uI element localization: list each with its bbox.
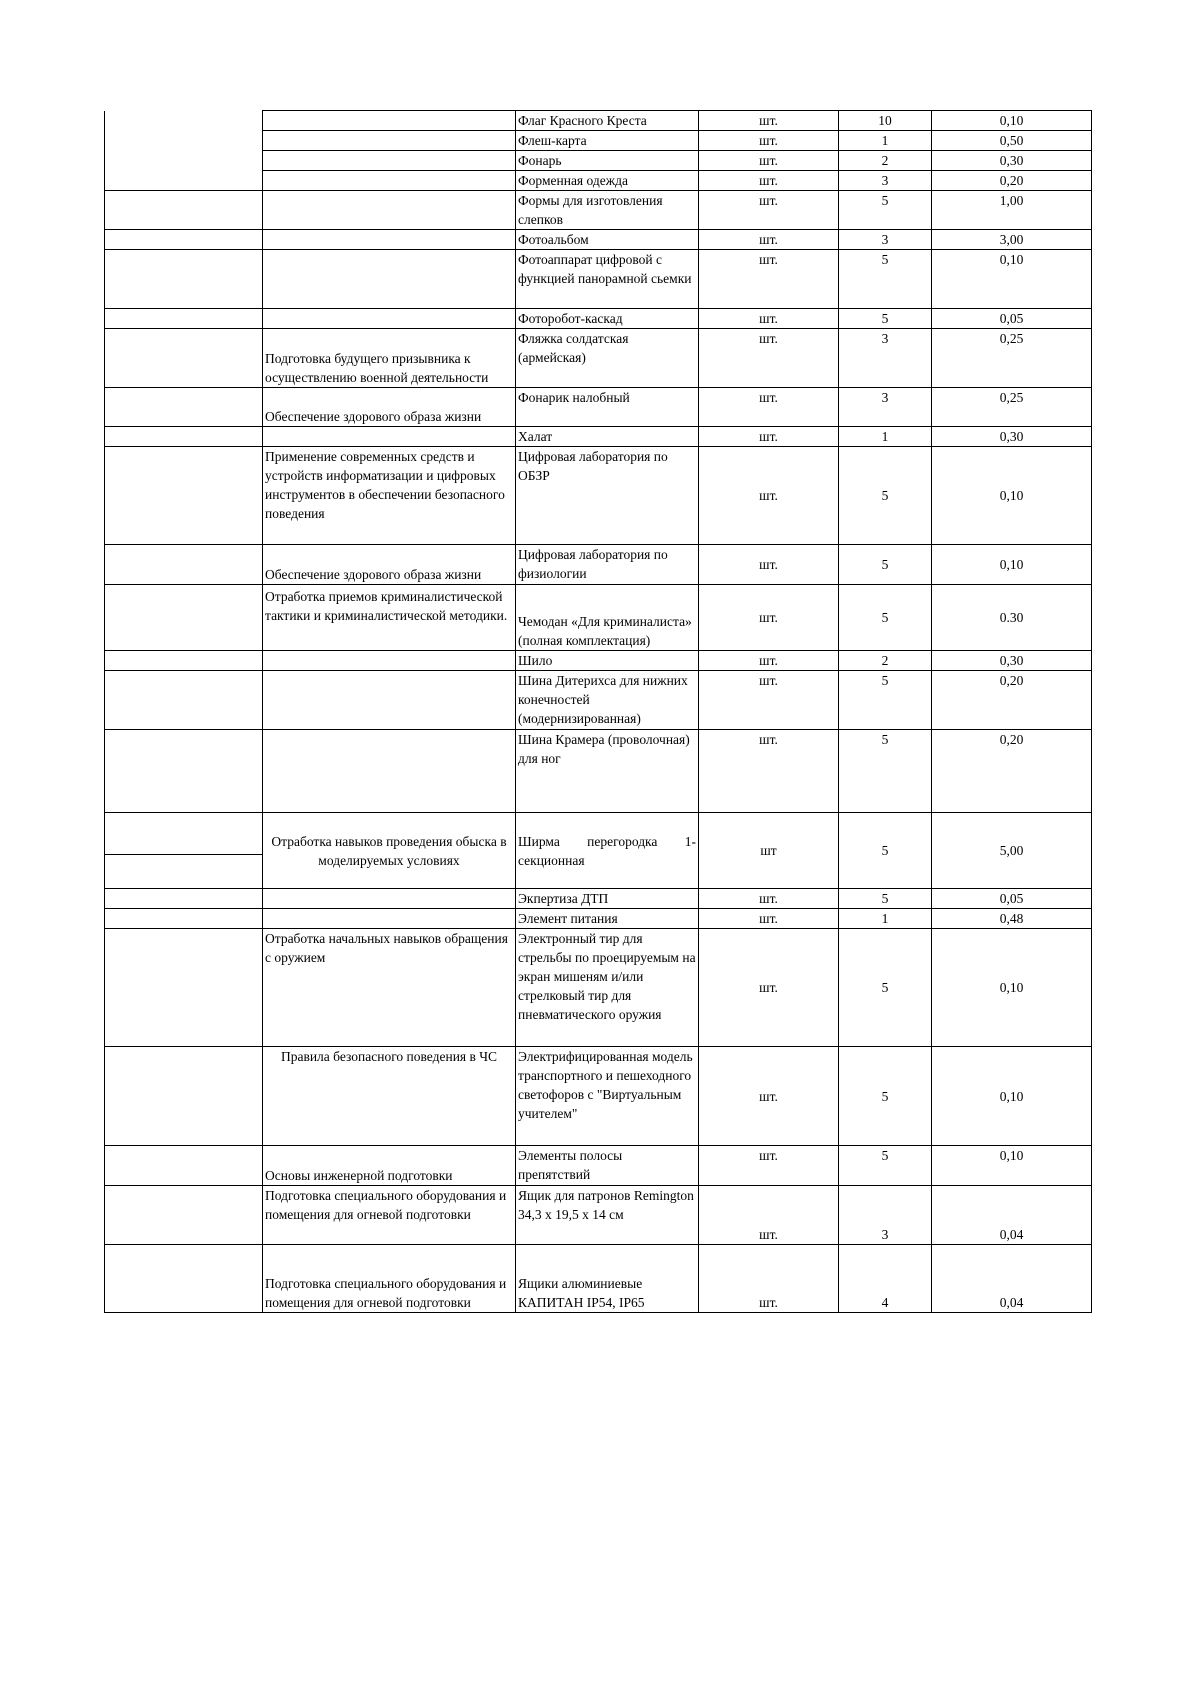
purpose-cell xyxy=(263,427,516,447)
unit-cell: шт. xyxy=(699,111,839,131)
section-cell xyxy=(105,671,263,730)
item-name-cell: Шина Крамера (проволочная) для ног xyxy=(516,730,699,813)
unit-cell: шт. xyxy=(699,730,839,813)
item-name-cell: Электрифицированная модель транспортного и пешеходного светофоров с "Виртуальным учителем" xyxy=(516,1047,699,1146)
section-cell xyxy=(105,388,263,427)
norm-cell: 0,05 xyxy=(932,889,1092,909)
item-name-cell: Флеш-карта xyxy=(516,131,699,151)
quantity-cell: 5 xyxy=(839,447,932,545)
quantity-cell: 4 xyxy=(839,1245,932,1313)
table-row xyxy=(105,111,1092,131)
purpose-cell: Обеспечение здорового образа жизни xyxy=(263,545,516,585)
item-name-cell: Флаг Красного Креста xyxy=(516,111,699,131)
norm-cell: 0,30 xyxy=(932,151,1092,171)
section-cell xyxy=(105,309,263,329)
quantity-cell: 1 xyxy=(839,131,932,151)
norm-cell: 0,10 xyxy=(932,111,1092,131)
unit-cell: шт. xyxy=(699,1146,839,1186)
section-cell xyxy=(105,855,263,889)
purpose-cell: Обеспечение здорового образа жизни xyxy=(263,388,516,427)
item-name-cell: Фонарик налобный xyxy=(516,388,699,427)
item-name-cell: Шина Дитерихса для нижних конечностей (модернизированная) xyxy=(516,671,699,730)
section-cell xyxy=(105,191,263,230)
unit-cell: шт. xyxy=(699,329,839,388)
norm-cell: 0,10 xyxy=(932,1047,1092,1146)
unit-cell: шт. xyxy=(699,131,839,151)
purpose-cell: Отработка навыков проведения обыска в моделируемых условиях xyxy=(263,813,516,889)
item-name-cell: Фонарь xyxy=(516,151,699,171)
section-cell xyxy=(105,250,263,309)
section-cell xyxy=(105,929,263,1047)
item-name-cell: Фотоаппарат цифровой с функцией панорамной сьемки xyxy=(516,250,699,309)
quantity-cell: 5 xyxy=(839,1146,932,1186)
unit-cell: шт. xyxy=(699,388,839,427)
unit-cell: шт. xyxy=(699,230,839,250)
quantity-cell: 5 xyxy=(839,889,932,909)
unit-cell: шт. xyxy=(699,427,839,447)
quantity-cell: 3 xyxy=(839,329,932,388)
unit-cell: шт. xyxy=(699,151,839,171)
item-name-cell: Цифровая лаборатория по физиологии xyxy=(516,545,699,585)
purpose-cell xyxy=(263,230,516,250)
norm-cell: 0,25 xyxy=(932,329,1092,388)
section-cell xyxy=(105,730,263,813)
item-name-cell: Чемодан «Для криминалиста» (полная комплектация) xyxy=(516,585,699,651)
section-cell xyxy=(105,651,263,671)
norm-cell: 0.30 xyxy=(932,585,1092,651)
quantity-cell: 5 xyxy=(839,1047,932,1146)
section-cell xyxy=(105,1186,263,1245)
item-name-cell: Элементы полосы препятствий xyxy=(516,1146,699,1186)
table-row xyxy=(105,889,1092,909)
quantity-cell: 5 xyxy=(839,813,932,889)
unit-cell: шт. xyxy=(699,1186,839,1245)
unit-cell: шт. xyxy=(699,1245,839,1313)
quantity-cell: 5 xyxy=(839,545,932,585)
purpose-cell xyxy=(263,889,516,909)
item-name-cell: Шило xyxy=(516,651,699,671)
table-row xyxy=(105,388,1092,427)
section-cell xyxy=(105,545,263,585)
purpose-cell: Применение современных средств и устройств информатизации и цифровых инструментов в обеспечении безопасного поведения xyxy=(263,447,516,545)
purpose-cell xyxy=(263,250,516,309)
quantity-cell: 3 xyxy=(839,171,932,191)
unit-cell: шт. xyxy=(699,250,839,309)
section-cell xyxy=(105,427,263,447)
purpose-cell xyxy=(263,909,516,929)
section-cell xyxy=(105,1047,263,1146)
unit-cell: шт. xyxy=(699,447,839,545)
norm-cell: 0,48 xyxy=(932,909,1092,929)
table-row xyxy=(105,813,1092,855)
norm-cell: 5,00 xyxy=(932,813,1092,889)
norm-cell: 1,00 xyxy=(932,191,1092,230)
norm-cell: 0,50 xyxy=(932,131,1092,151)
section-cell xyxy=(105,1245,263,1313)
table-row xyxy=(105,447,1092,545)
quantity-cell: 5 xyxy=(839,250,932,309)
quantity-cell: 3 xyxy=(839,388,932,427)
purpose-cell xyxy=(263,730,516,813)
norm-cell: 0,10 xyxy=(932,1146,1092,1186)
quantity-cell: 2 xyxy=(839,651,932,671)
unit-cell: шт. xyxy=(699,889,839,909)
norm-cell: 0,10 xyxy=(932,545,1092,585)
unit-cell: шт xyxy=(699,813,839,889)
section-cell xyxy=(105,111,263,191)
unit-cell: шт. xyxy=(699,909,839,929)
purpose-cell: Подготовка специального оборудования и помещения для огневой подготовки xyxy=(263,1245,516,1313)
table-row xyxy=(105,329,1092,388)
purpose-cell xyxy=(263,131,516,151)
table-row xyxy=(105,1047,1092,1146)
norm-cell: 0,04 xyxy=(932,1245,1092,1313)
norm-cell: 0,30 xyxy=(932,651,1092,671)
quantity-cell: 5 xyxy=(839,929,932,1047)
item-name-cell: Фоторобот-каскад xyxy=(516,309,699,329)
table-row xyxy=(105,929,1092,1047)
norm-cell: 0,30 xyxy=(932,427,1092,447)
table-row xyxy=(105,909,1092,929)
quantity-cell: 2 xyxy=(839,151,932,171)
purpose-cell xyxy=(263,651,516,671)
purpose-cell: Основы инженерной подготовки xyxy=(263,1146,516,1186)
table-row xyxy=(105,545,1092,585)
norm-cell: 0,10 xyxy=(932,447,1092,545)
unit-cell: шт. xyxy=(699,651,839,671)
norm-cell: 0,10 xyxy=(932,250,1092,309)
purpose-cell: Отработка приемов криминалистической тактики и криминалистической методики. xyxy=(263,585,516,651)
section-cell xyxy=(105,230,263,250)
table-row xyxy=(105,191,1092,230)
purpose-cell: Подготовка специального оборудования и помещения для огневой подготовки xyxy=(263,1186,516,1245)
section-cell xyxy=(105,1146,263,1186)
purpose-cell xyxy=(263,309,516,329)
unit-cell: шт. xyxy=(699,171,839,191)
quantity-cell: 1 xyxy=(839,427,932,447)
table-row xyxy=(105,585,1092,651)
norm-cell: 3,00 xyxy=(932,230,1092,250)
norm-cell: 0,05 xyxy=(932,309,1092,329)
table-row xyxy=(105,651,1092,671)
purpose-cell xyxy=(263,111,516,131)
purpose-cell xyxy=(263,191,516,230)
table-row xyxy=(105,1245,1092,1313)
item-name-cell: Ящики алюминиевые КАПИТАН IP54, IP65 xyxy=(516,1245,699,1313)
purpose-cell: Правила безопасного поведения в ЧС xyxy=(263,1047,516,1146)
quantity-cell: 5 xyxy=(839,671,932,730)
purpose-cell xyxy=(263,171,516,191)
unit-cell: шт. xyxy=(699,191,839,230)
unit-cell: шт. xyxy=(699,671,839,730)
quantity-cell: 1 xyxy=(839,909,932,929)
unit-cell: шт. xyxy=(699,1047,839,1146)
section-cell xyxy=(105,329,263,388)
norm-cell: 0,10 xyxy=(932,929,1092,1047)
norm-cell: 0,20 xyxy=(932,730,1092,813)
item-name-cell: Электронный тир для стрельбы по проецируемым на экран мишеням и/или стрелковый тир для пневматического оружия xyxy=(516,929,699,1047)
table-row xyxy=(105,309,1092,329)
equipment-table xyxy=(104,110,1092,1313)
quantity-cell: 10 xyxy=(839,111,932,131)
purpose-cell: Отработка начальных навыков обращения с оружием xyxy=(263,929,516,1047)
table-row xyxy=(105,427,1092,447)
table-row xyxy=(105,230,1092,250)
quantity-cell: 3 xyxy=(839,230,932,250)
norm-cell: 0,04 xyxy=(932,1186,1092,1245)
unit-cell: шт. xyxy=(699,309,839,329)
item-name-cell: Цифровая лаборатория по ОБЗР xyxy=(516,447,699,545)
unit-cell: шт. xyxy=(699,585,839,651)
norm-cell: 0,20 xyxy=(932,171,1092,191)
item-name-cell: Ящик для патронов Remington 34,3 х 19,5 х 14 см xyxy=(516,1186,699,1245)
unit-cell: шт. xyxy=(699,545,839,585)
unit-cell: шт. xyxy=(699,929,839,1047)
section-cell xyxy=(105,889,263,909)
table-row xyxy=(105,671,1092,730)
quantity-cell: 5 xyxy=(839,730,932,813)
quantity-cell: 5 xyxy=(839,191,932,230)
purpose-cell: Подготовка будущего призывника к осуществлению военной деятельности xyxy=(263,329,516,388)
section-cell xyxy=(105,813,263,855)
quantity-cell: 5 xyxy=(839,309,932,329)
purpose-cell xyxy=(263,671,516,730)
item-name-cell: Фляжка солдатская (армейская) xyxy=(516,329,699,388)
table-row xyxy=(105,1146,1092,1186)
table-row xyxy=(105,1186,1092,1245)
norm-cell: 0,25 xyxy=(932,388,1092,427)
item-name-cell: Экпертиза ДТП xyxy=(516,889,699,909)
item-name-cell: Фотоальбом xyxy=(516,230,699,250)
norm-cell: 0,20 xyxy=(932,671,1092,730)
quantity-cell: 3 xyxy=(839,1186,932,1245)
item-name-cell: Ширма перегородка 1-секционная xyxy=(516,813,699,889)
item-name-cell: Форменная одежда xyxy=(516,171,699,191)
section-cell xyxy=(105,447,263,545)
item-name-cell: Элемент питания xyxy=(516,909,699,929)
section-cell xyxy=(105,909,263,929)
section-cell xyxy=(105,585,263,651)
purpose-cell xyxy=(263,151,516,171)
item-name-cell: Формы для изготовления слепков xyxy=(516,191,699,230)
quantity-cell: 5 xyxy=(839,585,932,651)
item-name-cell: Халат xyxy=(516,427,699,447)
table-row xyxy=(105,250,1092,309)
table-row xyxy=(105,730,1092,813)
